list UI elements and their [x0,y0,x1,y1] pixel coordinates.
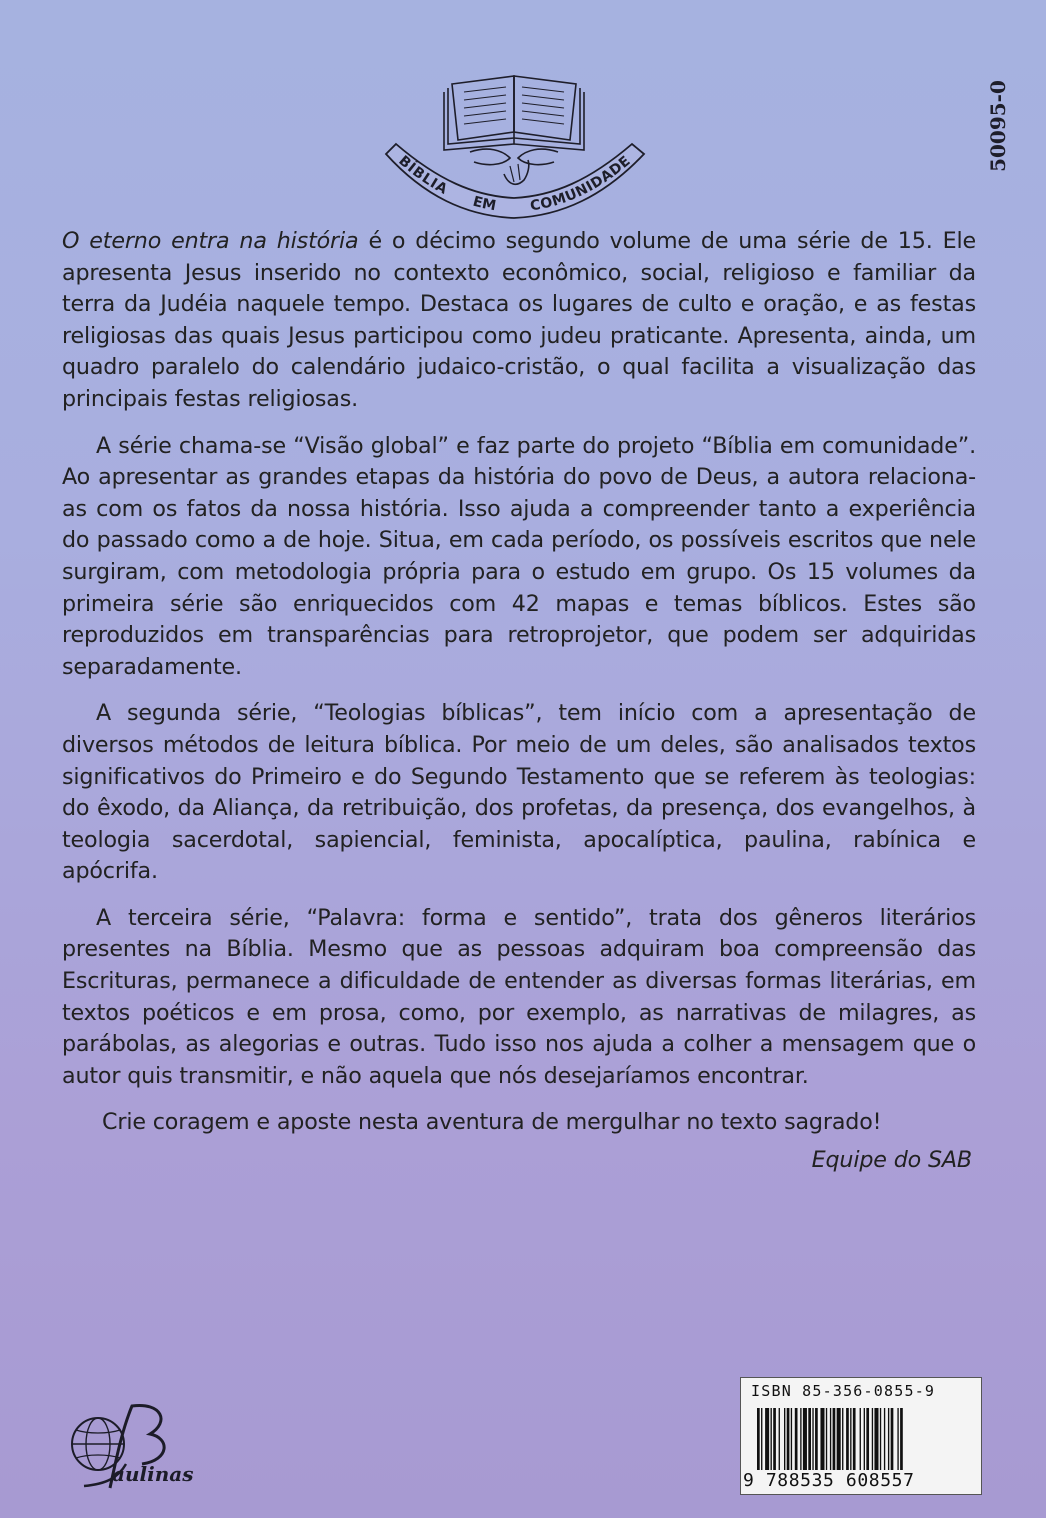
barcode-bar [795,1408,798,1470]
barcode-bar [803,1408,807,1470]
paragraph-5: Crie coragem e aposte nesta aventura de mergulhar no texto sagrado! [102,1109,882,1136]
catalog-code [958,70,1038,182]
paragraph-4: A terceira série, “Palavra: forma e sentido”, trata dos gêneros literários presentes na Bíblia. Mesmo que as pessoas adquiram boa compreensão das Escrituras, permanece a dificuldade de entender as diversas formas literárias, em textos poéticos e em prosa, como, por exemplo, as narrativas de milagres, as parábolas, as alegorias e outras. Tudo isso nos ajuda a colher a mensagem que o autor quis transmitir, e não aquela que nós desejaríamos encontrar. [62,904,976,1089]
barcode-bar [880,1408,881,1470]
emblem-right-word: COMUNIDADE [529,152,634,215]
paragraph-3: A segunda série, “Teologias bíblicas”, tem início com a apresentação de diversos métodos de leitura bíblica. Por meio de um deles, são analisados textos significativos do Primeiro e do Segundo Testamento que se referem às teologias: do êxodo, da Aliança, da retribuição, dos profetas, da presença, dos evangelhos, à teologia sacerdotal, sapiencial, feminista, apocalíptica, paulina, rabínica e apócrifa. [62,700,976,885]
barcode-bar [830,1408,831,1470]
barcode-bar [864,1408,865,1470]
paragraph-2: A série chama-se “Visão global” e faz parte do projeto “Bíblia em comunidade”. Ao apresentar as grandes etapas da história do povo de Deus, a autora relaciona-as com os fatos da nossa história. Isso ajuda a compreender tanto a experiência do passado como a de hoje. Situa, em cada período, os possíveis escritos que nele surgiram, com metodologia própria para o estudo em grupo. Os 15 volumes da primeira série são enriquecidos com 42 mapas e temas bíblicos. Estes são reproduzidos em transparências para retroprojetor, que podem ser adquiridas separadamente. [62,432,976,680]
barcode-bar [787,1408,790,1470]
barcode-bar [820,1408,824,1470]
barcode-digits: 9 788535 608557 [743,1470,915,1491]
isbn-label: ISBN 85-356-0855-9 [751,1382,936,1400]
barcode-bar [815,1408,818,1470]
signature: Equipe do SAB [811,1147,972,1174]
barcode-bar [808,1408,811,1470]
publisher-name: aulinas [112,1462,194,1486]
emblem-left-word: BÍBLIA [395,152,451,199]
barcode-bar [779,1408,780,1470]
barcode-bar [866,1408,869,1470]
barcode-bar [812,1408,813,1470]
barcode-bar [837,1408,841,1470]
barcode-bar [897,1408,898,1470]
biblia-em-comunidade-emblem-icon [378,62,654,222]
barcode-bar [761,1408,762,1470]
barcode-bar [900,1408,903,1470]
barcode-bar [853,1408,856,1470]
catalog-code-text: 50095-0 [986,80,1010,172]
svg-text:BÍBLIA [395,153,450,198]
barcode-bar [884,1408,885,1470]
barcode-bar [891,1408,894,1470]
emblem-middle-word: EM [471,193,498,215]
svg-text:COMUNIDADE [529,153,634,215]
barcode-bar [888,1408,889,1470]
barcode-bar [771,1408,772,1470]
barcode-bar [800,1408,801,1470]
barcode-bar [842,1408,843,1470]
barcode-bar [784,1408,785,1470]
barcode-bar [826,1408,827,1470]
barcode-bar [757,1408,760,1470]
barcode-icon [757,1408,967,1470]
barcode-bar [773,1408,776,1470]
barcode-bar [850,1408,851,1470]
book-title: O eterno entra na história [62,228,359,254]
barcode-bar [874,1408,878,1470]
isbn-barcode-box [740,1377,982,1495]
barcode-bar [860,1408,861,1470]
barcode-bar [833,1408,836,1470]
barcode-bar [791,1408,792,1470]
barcode-bar [846,1408,849,1470]
description-text [62,226,976,1192]
paragraph-1 [62,226,976,416]
barcode-bar [765,1408,769,1470]
barcode-bar [872,1408,873,1470]
paragraph-1-text: é o décimo segundo volume de uma série de 15. Ele apresenta Jesus inserido no contexto econômico, social, religioso e familiar da terra da Judéia naquele tempo. Destaca os lugares de culto e oração, e as festas religiosas das quais Jesus participou como judeu praticante. Apresenta, ainda, um quadro paralelo do calendário judaico-cristão, o qual facilita a visualização das principais festas religiosas. [62,228,976,412]
